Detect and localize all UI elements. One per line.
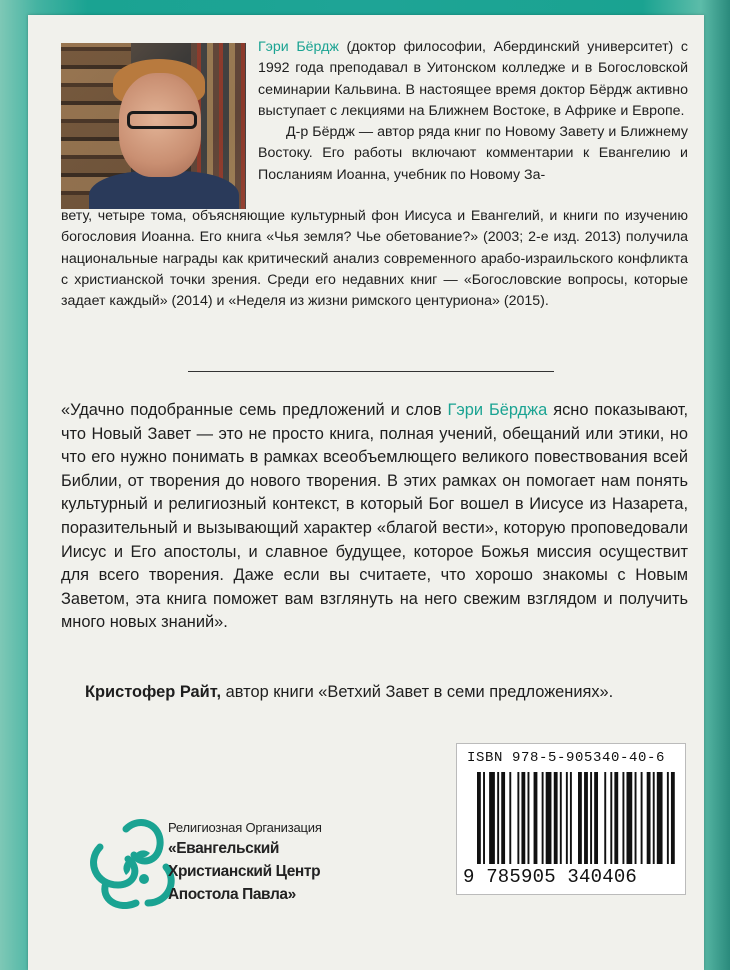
barcode-bar: [554, 772, 558, 864]
barcode-bar: [570, 772, 572, 864]
barcode-bar: [622, 772, 624, 864]
barcode-bar: [647, 772, 651, 864]
barcode-bar: [528, 772, 530, 864]
barcode-bar: [671, 772, 675, 864]
publisher-name: [168, 819, 428, 906]
divider: [188, 371, 554, 372]
barcode-bar: [560, 772, 562, 864]
barcode-bars: [477, 772, 677, 864]
quote-author-highlight: Гэри Бёрджа: [447, 401, 548, 419]
barcode-bar: [657, 772, 663, 864]
isbn-barcode: [456, 743, 686, 895]
barcode-bar: [584, 772, 588, 864]
endorser-name: Кристофер Райт,: [85, 683, 222, 701]
barcode-bar: [542, 772, 544, 864]
barcode-bar: [653, 772, 655, 864]
barcode-bar: [594, 772, 598, 864]
bio-paragraph-1: (доктор философии, Абердинский университет) с 1992 года преподавал в Уитонском колледже и в Богословской семинарии Кальвина. В настоящее время доктор Бёрдж активно выступает с лекциями на Ближнем Востоке, в Африке и Европе.: [258, 39, 688, 119]
publisher-line-4: Апостола Павла»: [168, 886, 296, 903]
barcode-bar: [517, 772, 519, 864]
barcode-bar: [614, 772, 618, 864]
barcode-bar: [610, 772, 612, 864]
barcode-bar: [477, 772, 481, 864]
author-photo: [61, 43, 246, 209]
barcode-bar: [590, 772, 592, 864]
barcode-bar: [483, 772, 485, 864]
barcode-bar: [578, 772, 582, 864]
endorsement-quote: «Удачно подобранные семь предложений и слов Гэри Бёрджа ясно показывают, что Новый Завет — это не просто книга, полная учений, обещаний или этики, но что его нужно понимать в рамках всеобъемлющего великого повествования всей Библии, от творения до нового творения. В этих рамках он помогает нам понять культурный и религиозный контекст, в который Бог вошел в Иисусе из Назарета, поразительный и вызывающий характер «благой вести», которую проповедовали Иисус и Его апостолы, и славное будущее, которое Божья миссия осуществит для всего творения. Даже если вы считаете, что хорошо знакомы с Новым Заветом, эта книга поможет вам взглянуть на него свежим взглядом и получить много новых знаний».: [61, 401, 688, 632]
barcode-bar: [667, 772, 669, 864]
publisher-line-3: Христианский Центр: [168, 863, 321, 880]
barcode-bar: [509, 772, 511, 864]
barcode-bar: [489, 772, 495, 864]
bio-paragraph-2-start: Д-р Бёрдж — автор ряда книг по Новому Завету и Ближнему Востоку. Его работы включают комментарии к Евангелию и Посланиям Иоанна, учебник по Новому За-: [258, 124, 688, 183]
barcode-bar: [534, 772, 538, 864]
endorsement-attribution: Кристофер Райт, автор книги «Ветхий Завет в семи предложениях».: [85, 683, 614, 701]
barcode-bar: [635, 772, 637, 864]
bio-paragraph-2-rest: вету, четыре тома, объясняющие культурный фон Иисуса и Евангелий, и книги по изучению богословия Иоанна. Его книга «Чья земля? Чье обетование?» (2003; 2-е изд. 2013) получила национальные награды как критический анализ современного арабо-израильского конфликта с христианской точки зрения. Среди его недавних книг — «Богословские вопросы, которые задает каждый» (2014) и «Неделя из жизни римского центуриона» (2015).: [61, 208, 688, 310]
barcode-bar: [497, 772, 499, 864]
barcode-digits: 9 785905 340406: [463, 866, 638, 888]
barcode-bar: [641, 772, 643, 864]
publisher-line-1: Религиозная Организация: [168, 820, 322, 835]
barcode-bar: [546, 772, 552, 864]
author-name: Гэри Бёрдж: [258, 39, 339, 55]
author-bio-top: [258, 37, 688, 186]
publisher-line-2: «Евангельский: [168, 840, 279, 857]
isbn-label: ISBN 978-5-905340-40-6: [467, 750, 666, 766]
barcode-bar: [626, 772, 632, 864]
barcode-bar: [566, 772, 568, 864]
barcode-bar: [521, 772, 525, 864]
barcode-bar: [604, 772, 606, 864]
barcode-bar: [501, 772, 505, 864]
